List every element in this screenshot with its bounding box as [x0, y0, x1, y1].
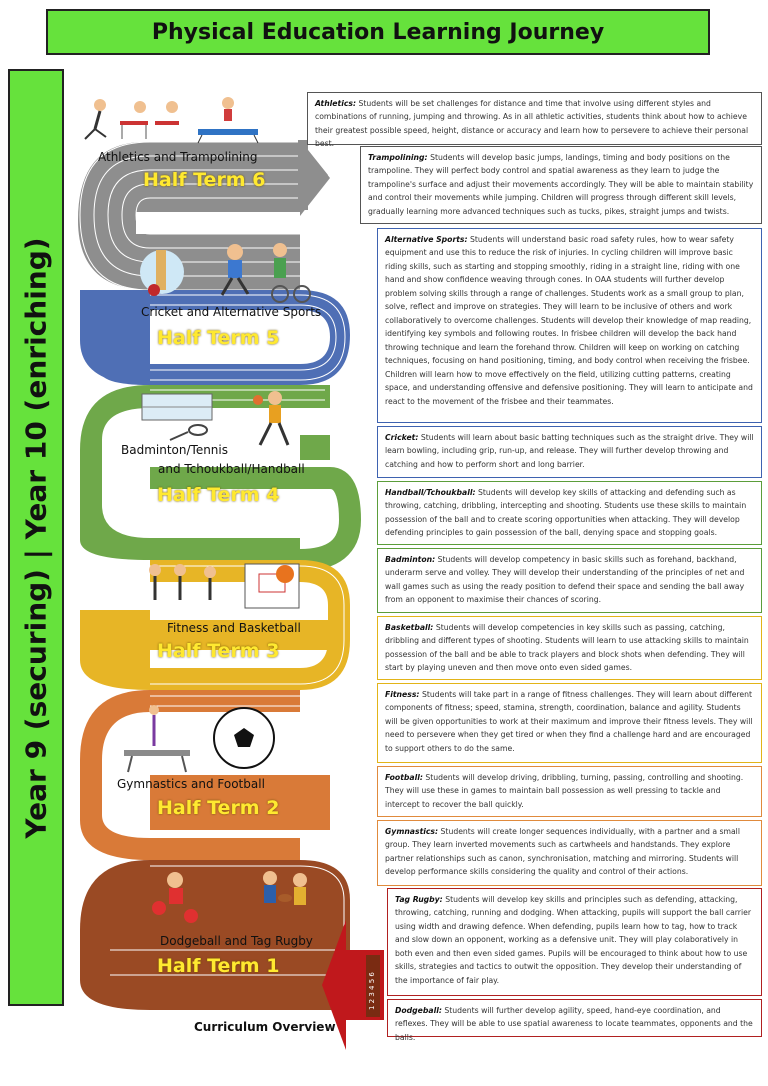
description-tag-rugby	[387, 888, 762, 996]
description-text: Students will further develop agility, speed, hand-eye coordination, and reflexes. They will be able to use spatial awareness to locate teammates, opponents and the balls.	[395, 1006, 753, 1042]
description-text: Students will create longer sequences individually, with a partner and a small group. They learn inverted movements such as cartwheels and handstands. They explore partner relationships such as canon, synchronisation, matching and mirroring. Students will develop performance skills considering the quality and control of their actions.	[385, 827, 740, 877]
half-term-4-label: Half Term 4	[157, 484, 280, 506]
activity-gymnastics-football: Gymnastics and Football	[117, 777, 265, 791]
curriculum-overview-label: Curriculum Overview	[194, 1020, 336, 1034]
lane-numbers: 1 2 3 4 5 6	[368, 972, 376, 1010]
description-trampolining	[360, 146, 762, 224]
page-title: Physical Education Learning Journey	[46, 9, 710, 55]
description-text: Students will understand basic road safety rules, how to wear safety equipment and use this to reduce the risk of injuries. In cycling children will improve basic riding skills, such as starting and stopping smoothly, riding in a straight line, riding with one hand and show confidence weaving through cones. In OAA students will further develop problem solving skills through a range of challenges. Students work as a small group to plan, solve, reflect and improve on strategies. They will learn to be inclusive of others and work collaboratively to overcome challenges. Students will develop their knowledge of map reading, identifying key symbols and following routes. In frisbee children will develop the back hand throwing technique and learn the forehand throw. Children will keep on working on catching techniques, focusing on hand positioning, timing, and body control when receiving the frisbee. Children will learn how to move effectively on the field, utilizing cutting patterns, creating space, and understanding offensive and defensive positioning. They will learn to anticipate and react to the movement of the frisbee and their teammates.	[385, 235, 753, 406]
dodgeball-tagrugby-illustration	[145, 868, 320, 928]
badminton-handball-illustration	[140, 390, 320, 450]
gymnastics-football-illustration	[120, 700, 290, 780]
half-term-6-label: Half Term 6	[143, 169, 266, 191]
cricket-illustration	[140, 240, 315, 305]
description-heading: Handball/Tchoukball:	[385, 488, 476, 497]
description-text: Students will learn about basic batting techniques such as the straight drive. They will learn bowling, including grip, run-up, and release. They will further develop throwing and catching and how to perform short and long barrier.	[385, 433, 754, 469]
description-fitness	[377, 683, 762, 763]
year-label: Year 9 (securing) | Year 10 (enriching)	[19, 236, 53, 839]
description-alternative-sports	[377, 228, 762, 423]
description-handball-tchoukball	[377, 481, 762, 545]
description-text: Students will develop key skills of attacking and defending such as throwing, catching, dribbling, intercepting and shooting. Students use these skills to maintain possession of the ball and to create scoring opportunities when attacking. They will develop defending principles to gain possession of the ball, denying space and stopping goals.	[385, 488, 747, 538]
athletics-illustration	[80, 95, 270, 145]
description-text: Students will develop driving, dribbling, turning, passing, controlling and shooting. They will use these in games to maintain ball possession as well pressing to tackle and intercept to recover the ball quickly.	[385, 773, 744, 809]
description-heading: Athletics:	[315, 99, 357, 108]
half-term-2-label: Half Term 2	[157, 797, 280, 819]
description-text: Students will develop basic jumps, landings, timing and body positions on the trampoline. They will perfect body control and spatial awareness as they learn to judge the trampoline's surface and adjust their movements accordingly. They will be able to maintain stability and control their movements while jumping. Children will progress through different skill levels, gradually learning more advanced techniques such as tucks, pikes, straight jumps and twists.	[368, 153, 754, 216]
description-text: Students will be set challenges for distance and time that involve using different styles and combinations of running, jumping and throwing. As in all athletic activities, students think about how to achieve their greatest possible speed, height, distance or accuracy and learn how to persevere to achieve their personal best.	[315, 99, 749, 149]
activity-cricket-alternative: Cricket and Alternative Sports	[141, 305, 322, 319]
description-dodgeball	[387, 999, 762, 1042]
activity-badminton-tennis: Badminton/Tennis	[121, 443, 228, 457]
description-text: Students will develop key skills and principles such as defending, attacking, throwing, catching, running and dodging. When attacking, pupils will support the ball carrier using width and drawing defence. When defending, pupils learn how to tag, how to track and slow down an opponent, working as a defensive unit. They will play colaboratively in both even and then even sided games. Pupils will be encouraged to think about how to use skills, strategies and tactics to outwit the opposition. They develop their understanding of the importance of fair play.	[395, 895, 751, 985]
description-gymnastics	[377, 820, 762, 886]
activity-dodgeball-tag-rugby: Dodgeball and Tag Rugby	[160, 934, 313, 948]
description-badminton	[377, 548, 762, 613]
half-term-5-label: Half Term 5	[157, 327, 280, 349]
description-heading: Cricket:	[385, 433, 419, 442]
description-cricket	[377, 426, 762, 478]
description-heading: Fitness:	[385, 690, 420, 699]
half-term-3-label: Half Term 3	[157, 640, 280, 662]
fitness-basketball-illustration	[135, 560, 305, 620]
description-heading: Badminton:	[385, 555, 436, 564]
activity-tchoukball-handball: and Tchoukball/Handball	[158, 462, 305, 476]
description-heading: Trampolining:	[368, 153, 428, 162]
description-heading: Basketball:	[385, 623, 434, 632]
description-athletics	[307, 92, 762, 149]
activity-athletics-trampolining: Athletics and Trampolining	[98, 150, 258, 164]
description-text: Students will take part in a range of fitness challenges. They will learn about different components of fitness; speed, stamina, strength, coordination, balance and agility. Students will be given opportunities to work at their maximum and improve their fitness levels. They will need to persevere when they get tired or when they find a challenge hard and are encouraged to support others to do the same.	[385, 690, 753, 753]
description-heading: Tag Rugby:	[395, 895, 443, 904]
description-heading: Dodgeball:	[395, 1006, 442, 1015]
half-term-1-label: Half Term 1	[157, 955, 280, 977]
description-heading: Alternative Sports:	[385, 235, 468, 244]
description-heading: Gymnastics:	[385, 827, 439, 836]
description-basketball	[377, 616, 762, 680]
activity-fitness-basketball: Fitness and Basketball	[167, 621, 301, 635]
description-football	[377, 766, 762, 817]
description-text: Students will develop competency in basic skills such as forehand, backhand, underarm serve and volley. They will develop their understanding of the principles of net and wall games such as using the ready position to defend their space and sending the ball away from an opponent to maximise their chances of scoring.	[385, 555, 745, 605]
description-text: Students will develop competencies in key skills such as passing, catching, dribbling and different types of shooting. Students will learn to use attacking skills to maintain possession of the ball and be able to track players and block shots when defending. They will start by playing uneven and then move onto even sided games.	[385, 623, 749, 673]
description-heading: Football:	[385, 773, 423, 782]
